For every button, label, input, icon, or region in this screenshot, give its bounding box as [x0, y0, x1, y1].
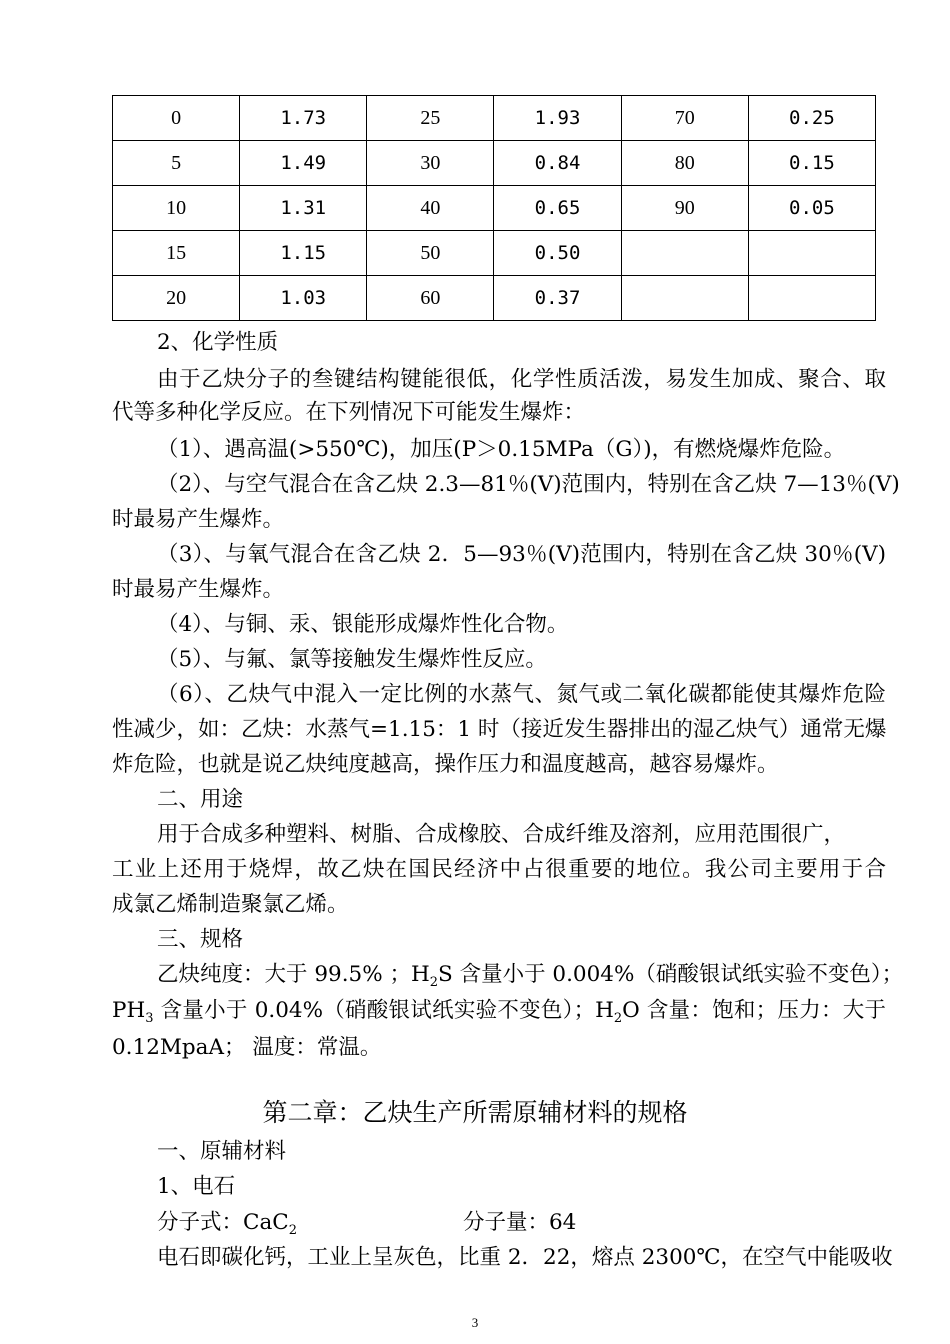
table-cell — [748, 276, 875, 321]
table-cell: 80 — [621, 141, 748, 186]
table-cell: 40 — [367, 186, 494, 231]
section-heading-chemical-properties: 2、化学性质 — [157, 330, 279, 355]
molecular-weight: 分子量：64 — [463, 1210, 577, 1235]
spec-line: 乙炔纯度：大于 99.5% ；$H_2S$ 含量小于 0.004%（硝酸银试纸实验不变色）； — [157, 962, 904, 990]
table-cell: 50 — [367, 231, 494, 276]
table-cell: 0.15 — [748, 141, 875, 186]
list-item-continued: 性减少，如：乙炔：水蒸气=1.15：1 时（接近发生器排出的湿乙炔气）通常无爆 — [112, 717, 887, 742]
table-cell: 25 — [367, 96, 494, 141]
list-item: （2）、与空气混合在含乙炔 2.3—81％(V)范围内，特别在含乙炔 7—13％(V) — [157, 472, 900, 497]
table-cell: 1.49 — [240, 141, 367, 186]
paragraph-line: 成氯乙烯制造聚氯乙烯。 — [112, 892, 349, 917]
table-cell: 0.65 — [494, 186, 621, 231]
table-cell: 30 — [367, 141, 494, 186]
page-number: 3 — [471, 1315, 479, 1330]
table-cell: 0.05 — [748, 186, 875, 231]
solubility-table — [112, 95, 876, 321]
table-cell: 10 — [113, 186, 240, 231]
table-row — [113, 231, 876, 276]
table-cell: 0.50 — [494, 231, 621, 276]
table-cell: 70 — [621, 96, 748, 141]
table-row — [113, 276, 876, 321]
subsection-heading-calcium-carbide: 1、电石 — [157, 1174, 236, 1199]
chapter-title: 第二章：乙炔生产所需原辅材料的规格 — [262, 1098, 688, 1127]
list-item: （4）、与铜、汞、银能形成爆炸性化合物。 — [157, 612, 569, 637]
table-cell: 1.03 — [240, 276, 367, 321]
section-heading-uses: 二、用途 — [157, 787, 244, 812]
paragraph-line: 用于合成多种塑料、树脂、合成橡胶、合成纤维及溶剂，应用范围很广， — [157, 822, 846, 847]
table-cell: 0.37 — [494, 276, 621, 321]
table-cell: 20 — [113, 276, 240, 321]
table-cell: 1.93 — [494, 96, 621, 141]
table-cell: 5 — [113, 141, 240, 186]
table-cell: 15 — [113, 231, 240, 276]
spec-line: 0.12MpaA； 温度：常温。 — [112, 1035, 382, 1060]
list-item-continued: 时最易产生爆炸。 — [112, 507, 285, 532]
molecular-formula: 分子式：CaC$_2$ — [157, 1210, 298, 1238]
table-cell: 0 — [113, 96, 240, 141]
list-item: （5）、与氟、氯等接触发生爆炸性反应。 — [157, 647, 547, 672]
list-item: （1）、遇高温(>550℃)，加压(P＞0.15MPa（G）)，有燃烧爆炸危险。 — [157, 437, 846, 462]
table-cell: 0.84 — [494, 141, 621, 186]
paragraph-line: 由于乙炔分子的叁键结构键能很低，化学性质活泼，易发生加成、聚合、取 — [157, 367, 886, 392]
list-item-continued: 炸危险，也就是说乙炔纯度越高，操作压力和温度越高，越容易爆炸。 — [112, 752, 779, 777]
section-heading-specifications: 三、规格 — [157, 927, 244, 952]
table-row — [113, 141, 876, 186]
paragraph-line: 工业上还用于烧焊，故乙炔在国民经济中占很重要的地位。我公司主要用于合 — [112, 857, 886, 882]
paragraph-line: 代等多种化学反应。在下列情况下可能发生爆炸： — [112, 400, 586, 425]
table-cell — [621, 231, 748, 276]
spec-line: $PH_3$ 含量小于 0.04%（硝酸银试纸实验不变色）；$H_2O$ 含量：饱和；压力：大于 — [112, 998, 886, 1026]
table-row — [113, 186, 876, 231]
table-cell: 1.73 — [240, 96, 367, 141]
list-item-continued: 时最易产生爆炸。 — [112, 577, 285, 602]
table-cell: 1.31 — [240, 186, 367, 231]
table-cell: 60 — [367, 276, 494, 321]
table-cell — [621, 276, 748, 321]
table-cell: 90 — [621, 186, 748, 231]
section-heading-raw-materials: 一、原辅材料 — [157, 1139, 287, 1164]
list-item: （3）、与氧气混合在含乙炔 2．5—93％(V)范围内，特别在含乙炔 30％(V) — [157, 542, 886, 567]
table-cell: 0.25 — [748, 96, 875, 141]
table-cell: 1.15 — [240, 231, 367, 276]
list-item: （6）、乙炔气中混入一定比例的水蒸气、氮气或二氧化碳都能使其爆炸危险 — [157, 682, 886, 707]
paragraph-line: 电石即碳化钙，工业上呈灰色，比重 2．22，熔点 2300℃，在空气中能吸收 — [157, 1245, 893, 1270]
table-row — [113, 96, 876, 141]
table-cell — [748, 231, 875, 276]
